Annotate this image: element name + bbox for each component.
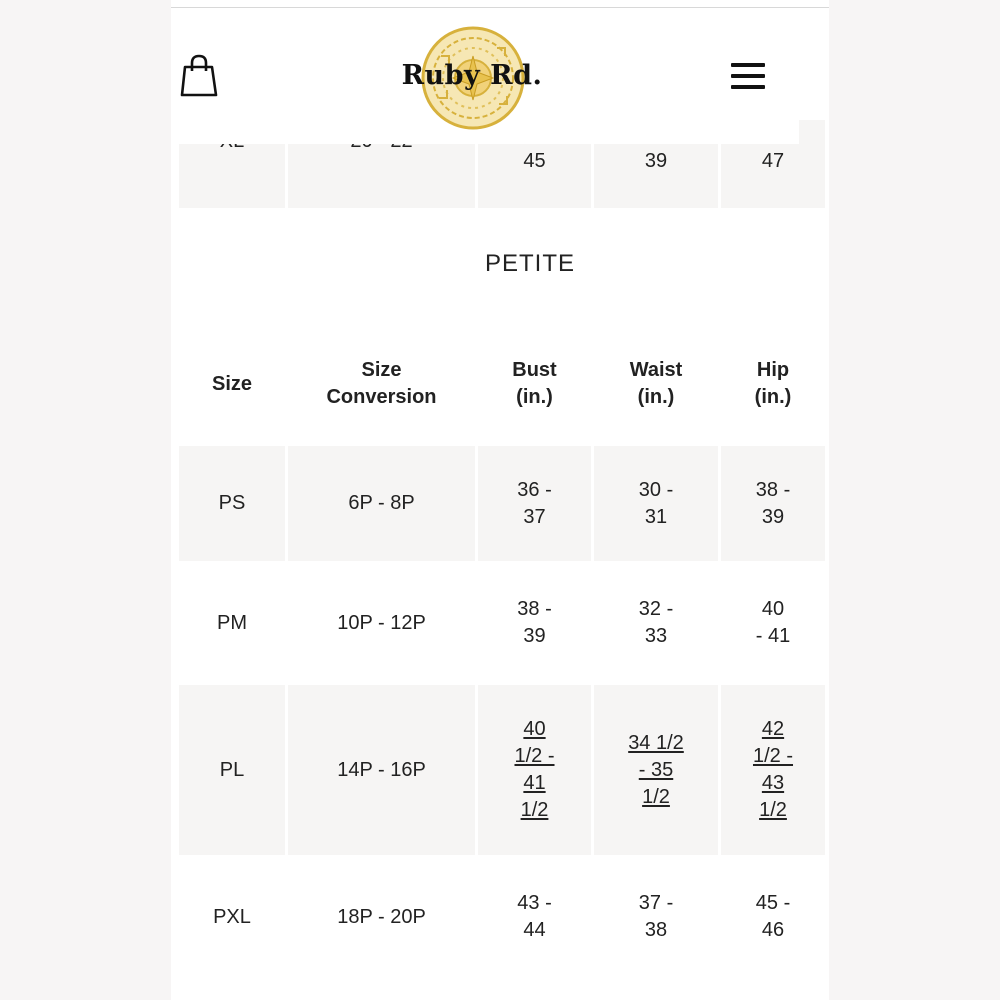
header-hip: Hip (in.) <box>754 359 792 408</box>
header-size-conversion: Size Conversion <box>326 359 437 408</box>
header-waist: Waist (in.) <box>629 359 683 408</box>
brand-logo[interactable] <box>397 26 547 132</box>
row-pl-hip: 42 1/2 - 43 1/2 <box>721 685 825 855</box>
row-pxl-size: PXL <box>213 905 251 928</box>
row-ps-waist: 30 - 31 <box>594 446 718 561</box>
row-pl-size: PL <box>179 685 285 855</box>
xl-bust: 45 <box>523 150 546 172</box>
xl-hip: 47 <box>761 150 785 172</box>
row-ps-conversion: 6P - 8P <box>288 446 475 561</box>
row-pxl-hip: 45 - 46 <box>755 892 791 941</box>
row-pm-size: PM <box>217 611 247 634</box>
row-pm-bust: 38 - 39 <box>517 598 552 647</box>
row-pl-bust: 40 1/2 - 41 1/2 <box>478 685 591 855</box>
row-ps-bust: 36 - 37 <box>478 446 591 561</box>
site-header <box>171 8 799 144</box>
header-bust: Bust (in.) <box>512 359 557 408</box>
row-pxl-waist: 37 - 38 <box>638 892 674 941</box>
row-pm-hip: 40 - 41 <box>755 598 791 647</box>
row-pm-waist: 32 - 33 <box>638 598 674 647</box>
shopping-bag-icon <box>179 53 219 99</box>
xl-waist: 39 <box>644 150 668 172</box>
row-pl-conversion: 14P - 16P <box>288 685 475 855</box>
row-pxl-conversion: 18P - 20P <box>337 905 426 928</box>
shopping-bag-button[interactable] <box>179 53 219 99</box>
petite-section-title: PETITE <box>484 250 575 277</box>
row-pm-conversion: 10P - 12P <box>337 611 426 634</box>
menu-button[interactable] <box>731 63 767 91</box>
brand-name: Ruby Rd. <box>401 60 543 91</box>
row-ps-hip: 38 - 39 <box>721 446 825 561</box>
row-pl-waist: 34 1/2 - 35 1/2 <box>594 685 718 855</box>
row-ps-size: PS <box>179 446 285 561</box>
size-chart-page <box>171 0 829 1000</box>
header-size: Size <box>211 372 253 395</box>
row-pxl-bust: 43 - 44 <box>517 892 552 941</box>
